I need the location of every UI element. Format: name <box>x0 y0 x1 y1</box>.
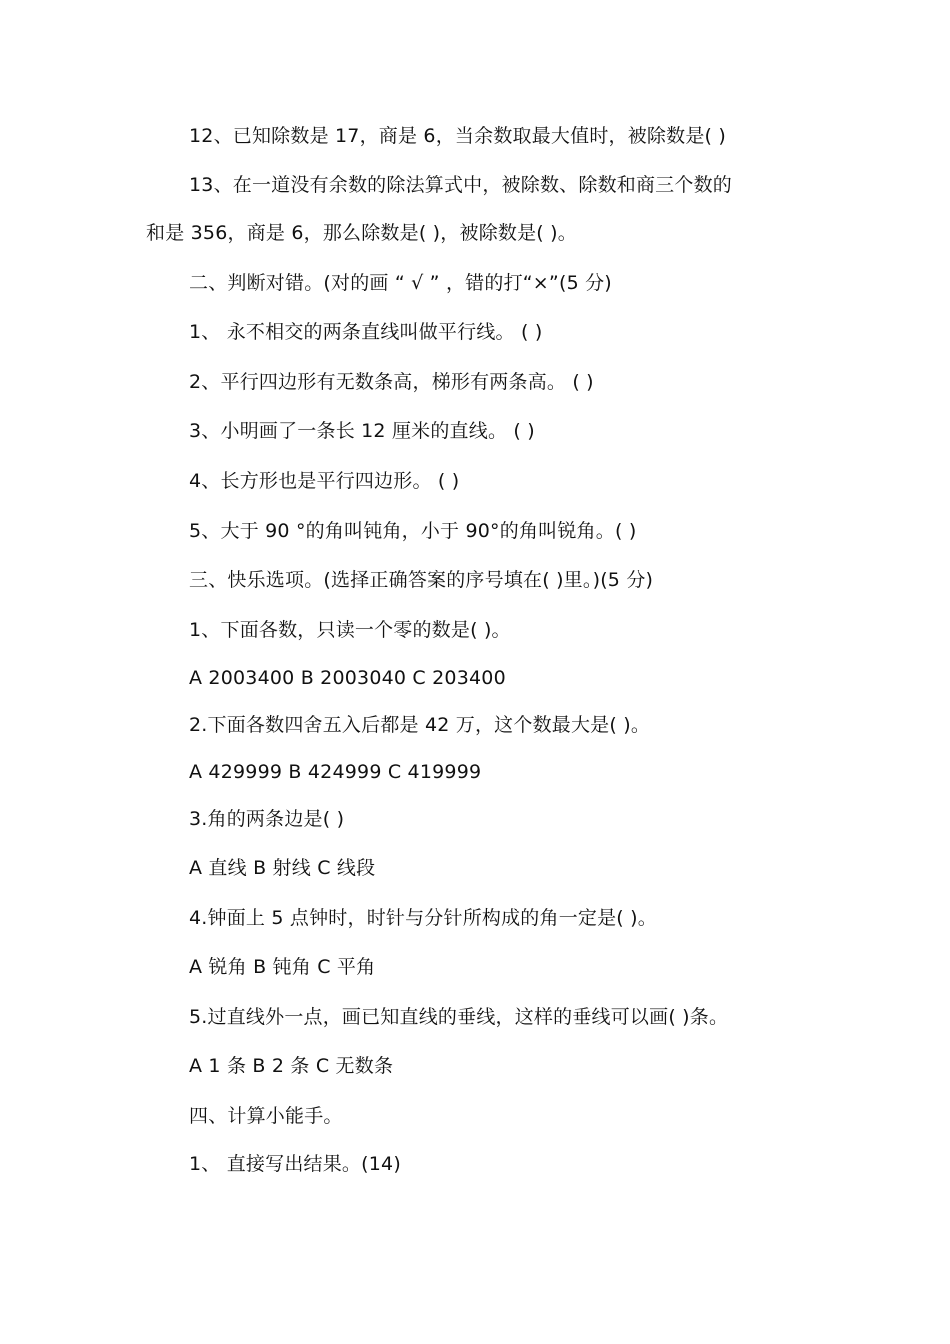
choice-options-3: A 直线 B 射线 C 线段 <box>189 857 376 879</box>
choice-question-2: 2.下面各数四舍五入后都是 42 万，这个数最大是( )。 <box>189 714 651 736</box>
judge-item-4: 4、长方形也是平行四边形。 ( ) <box>189 470 460 492</box>
judge-item-5: 5、大于 90 °的角叫钝角，小于 90°的角叫锐角。( ) <box>189 520 637 542</box>
choice-question-1: 1、下面各数，只读一个零的数是( )。 <box>189 619 511 641</box>
question-13-line-2: 和是 356，商是 6，那么除数是( )，被除数是( )。 <box>146 222 577 244</box>
question-13-line-1: 13、在一道没有余数的除法算式中，被除数、除数和商三个数的 <box>189 174 732 196</box>
choice-options-2: A 429999 B 424999 C 419999 <box>189 761 482 783</box>
section-4-heading: 四、计算小能手。 <box>189 1105 343 1127</box>
choice-options-4: A 锐角 B 钝角 C 平角 <box>189 956 376 978</box>
judge-item-1: 1、 永不相交的两条直线叫做平行线。 ( ) <box>189 321 543 343</box>
choice-question-3: 3.角的两条边是( ) <box>189 808 345 830</box>
choice-options-5: A 1 条 B 2 条 C 无数条 <box>189 1055 394 1077</box>
calc-item-1: 1、 直接写出结果。(14) <box>189 1153 401 1175</box>
choice-question-5: 5.过直线外一点，画已知直线的垂线，这样的垂线可以画( )条。 <box>189 1006 729 1028</box>
choice-options-1: A 2003400 B 2003040 C 203400 <box>189 667 506 689</box>
judge-item-2: 2、平行四边形有无数条高，梯形有两条高。 ( ) <box>189 371 594 393</box>
judge-item-3: 3、小明画了一条长 12 厘米的直线。 ( ) <box>189 420 535 442</box>
question-12: 12、已知除数是 17，商是 6，当余数取最大值时，被除数是( ) <box>189 125 726 147</box>
choice-question-4: 4.钟面上 5 点钟时，时针与分针所构成的角一定是( )。 <box>189 907 657 929</box>
section-2-heading: 二、判断对错。(对的画 “ √ ” ，错的打“×”(5 分) <box>189 272 612 294</box>
section-3-heading: 三、快乐选项。(选择正确答案的序号填在( )里。)(5 分) <box>189 569 654 591</box>
